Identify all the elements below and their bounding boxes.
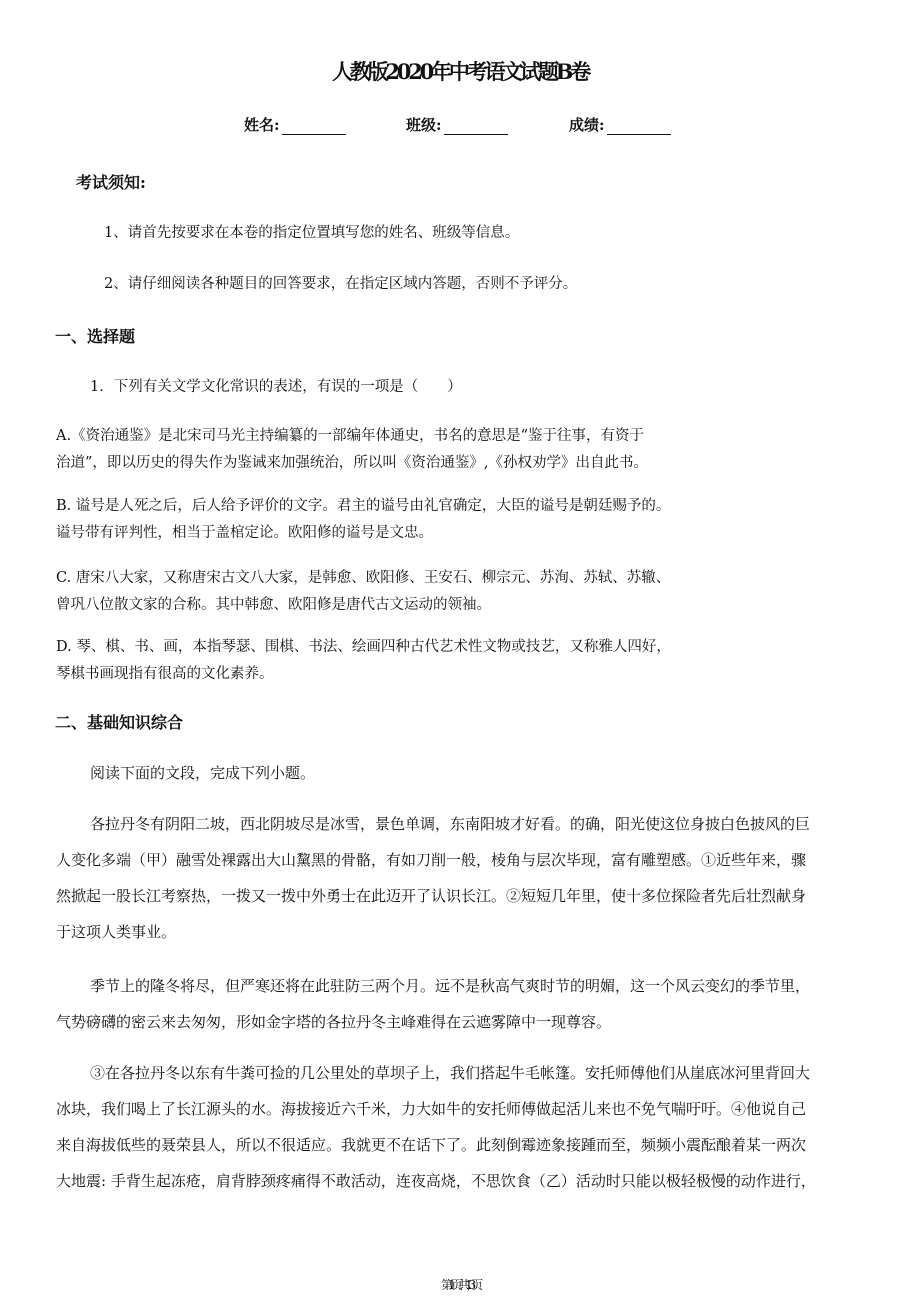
passage-line: ③在各拉丹冬以东有牛粪可捡的几公里处的草坝子上，我们搭起牛毛帐篷。安托师傅他们从崖底冰河里背回大 [90,1064,811,1082]
option-c-line: C. 唐宋八大家，又称唐宋古文八大家，是韩愈、欧阳修、王安石、柳宗元、苏洵、苏轼、苏辙、 [56,570,671,586]
passage-line: 来自海拔低些的聂荣县人，所以不很适应。我就更不在话下了。此刻倒霉迹象接踵而至，频频小震酝酿着某一两次 [56,1136,807,1154]
name-field [244,114,346,135]
class-field [406,114,508,135]
option-d-line: 琴棋书画现指有很高的文化素养。 [56,666,274,682]
score-field [569,114,671,135]
notice-item: 1、请首先按要求在本卷的指定位置填写您的姓名、班级等信息。 [104,225,520,241]
name-blank[interactable] [282,118,346,135]
section-heading: 二、基础知识综合 [55,713,184,732]
passage-line: 于这项人类事业。 [56,923,177,941]
option-a-line: A.《资治通鉴》是北宋司马光主持编纂的一部编年体通史，书名的意思是“鉴于往事，有资于 [56,428,644,444]
notice-item: 2、请仔细阅读各种题目的回答要求，在指定区域内答题，否则不予评分。 [104,276,578,292]
passage-line: 各拉丹冬有阴阳二坡，西北阴坡尽是冰雪，景色单调，东南阳坡才好看。的确，阳光使这位身披白色披风的巨 [90,815,811,833]
option-b-line: B. 谥号是人死之后，后人给予评价的文字。君主的谥号由礼官确定，大臣的谥号是朝廷赐予的。 [56,498,671,514]
passage-line: 季节上的隆冬将尽，但严寒还将在此驻防三两个月。远不是秋高气爽时节的明媚，这一个风云变幻的季节里， [90,977,811,995]
class-blank[interactable] [444,118,508,135]
passage-line: 人变化多端（甲）融雪处裸露出大山黧黑的骨骼，有如刀削一般，棱角与层次毕现，富有雕塑感。①近些年来，骤 [56,851,807,869]
option-a-line: 治道”，即以历史的得失作为鉴诫来加强统治，所以叫《资治通鉴》,《孙权劝学》出自此书。 [56,455,649,471]
passage-line: 气势磅礴的密云来去匆匆，形如金字塔的各拉丹冬主峰难得在云遮雾障中一现尊容。 [56,1013,612,1031]
passage-line: 然掀起一股长江考察热，一拨又一拨中外勇士在此迈开了认识长江。②短短几年里，使十多位探险者先后壮烈献身 [56,887,807,905]
score-blank[interactable] [607,118,671,135]
page-footer: 第 1 页 共 13 页 [441,1278,479,1292]
notice-heading: 考试须知: [76,173,146,192]
class-label: 班级: [406,116,442,134]
score-label: 成绩: [569,116,605,134]
passage-line: 大地震: 手背生起冻疮，肩背脖颈疼痛得不敢活动，连夜高烧，不思饮食（乙）活动时只能以极轻极慢的动作进行， [56,1172,816,1190]
option-c-line: 曾巩八位散文家的合称。其中韩愈、欧阳修是唐代古文运动的领袖。 [56,597,491,613]
section-heading: 一、选择题 [55,327,136,346]
reading-intro: 阅读下面的文段，完成下列小题。 [90,764,316,782]
question-stem: 1．下列有关文学文化常识的表述，有误的一项是（ ） [90,379,462,395]
name-label: 姓名: [244,116,280,134]
option-d-line: D. 琴、棋、书、画，本指琴瑟、围棋、书法、绘画四种古代艺术性文物或技艺，又称雅人四好， [56,639,671,655]
page-title: 人教版2020年中考语文试题B卷 [332,59,588,84]
passage-line: 冰块，我们喝上了长江源头的水。海拔接近六千米，力大如牛的安托师傅做起活儿来也不免气喘吁吁。④他说自己 [56,1100,807,1118]
option-b-line: 谥号带有评判性，相当于盖棺定论。欧阳修的谥号是文忠。 [56,525,433,541]
